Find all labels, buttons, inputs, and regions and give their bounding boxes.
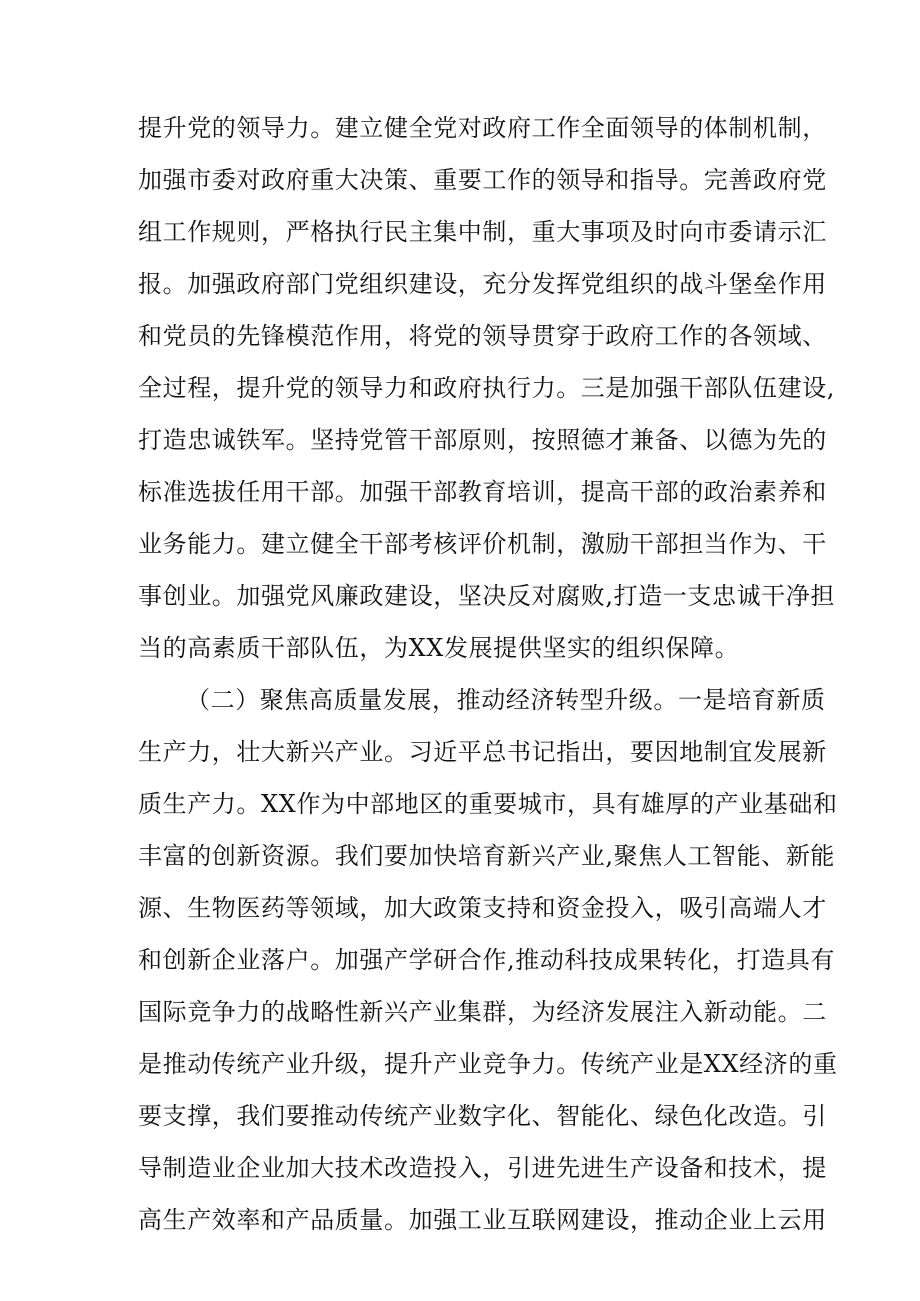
- section-heading-line: （二）聚焦高质量发展，推动经济转型升级。一是培育新质: [186, 686, 826, 714]
- text-line: 标准选拔任用干部。加强干部教育培训，提高干部的政治素养和: [138, 478, 827, 506]
- text-line: 事创业。加强党风廉政建设，坚决反对腐败,打造一支忠诚干净担: [138, 582, 836, 610]
- text-line: 加强市委对政府重大决策、重要工作的领导和指导。完善政府党: [138, 166, 827, 194]
- text-line: 当的高素质干部队伍，为XX发展提供坚实的组织保障。: [138, 634, 740, 662]
- text-line: 高生产效率和产品质量。加强工业互联网建设，推动企业上云用: [138, 1206, 827, 1234]
- text-line: 丰富的创新资源。我们要加快培育新兴产业,聚焦人工智能、新能: [138, 842, 836, 870]
- text-line: 源、生物医药等领域，加大政策支持和资金投入，吸引高端人才: [138, 894, 827, 922]
- text-line: 导制造业企业加大技术改造投入，引进先进生产设备和技术，提: [138, 1154, 827, 1182]
- text-line: 是推动传统产业升级，提升产业竞争力。传统产业是XX经济的重: [138, 1050, 838, 1078]
- text-line: 报。加强政府部门党组织建设，充分发挥党组织的战斗堡垒作用: [138, 270, 827, 298]
- text-line: 组工作规则，严格执行民主集中制，重大事项及时向市委请示汇: [138, 218, 827, 246]
- text-line: 生产力，壮大新兴产业。习近平总书记指出，要因地制宜发展新: [138, 738, 827, 766]
- text-line: 质生产力。XX作为中部地区的重要城市，具有雄厚的产业基础和: [138, 790, 838, 818]
- text-line: 国际竞争力的战略性新兴产业集群，为经济发展注入新动能。二: [138, 998, 827, 1026]
- text-line: 和党员的先锋模范作用，将党的领导贯穿于政府工作的各领域、: [138, 322, 827, 350]
- text-line: 和创新企业落户。加强产学研合作,推动科技成果转化，打造具有: [138, 946, 836, 974]
- text-line: 提升党的领导力。建立健全党对政府工作全面领导的体制机制，: [138, 114, 827, 142]
- text-line: 全过程，提升党的领导力和政府执行力。三是加强干部队伍建设,: [138, 374, 836, 402]
- text-line: 打造忠诚铁军。坚持党管干部原则，按照德才兼备、以德为先的: [138, 426, 827, 454]
- text-line: 业务能力。建立健全干部考核评价机制，激励干部担当作为、干: [138, 530, 827, 558]
- text-line: 要支撑，我们要推动传统产业数字化、智能化、绿色化改造。引: [138, 1102, 827, 1130]
